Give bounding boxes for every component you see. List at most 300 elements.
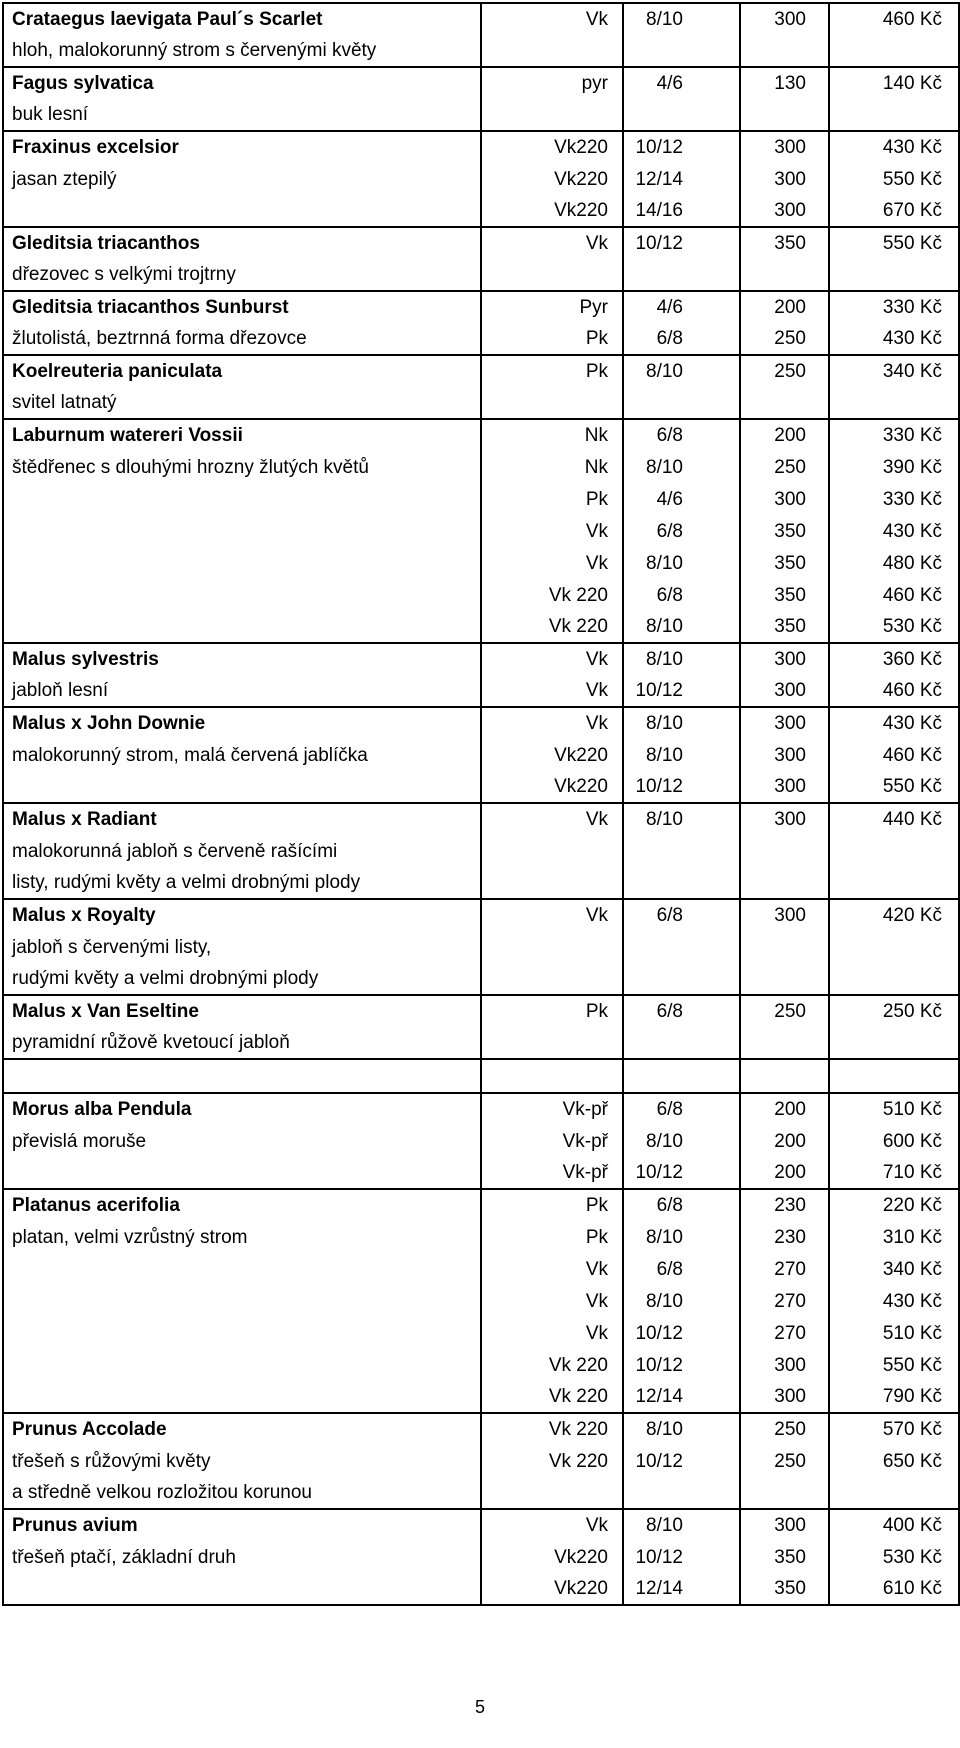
size-cell: 8/10 (623, 1285, 740, 1317)
height-cell: 300 (740, 483, 829, 515)
plant-name-cell: třešeň ptačí, základní druh (3, 1541, 481, 1573)
height-cell: 300 (740, 1349, 829, 1381)
table-row (3, 355, 959, 387)
height-cell: 300 (740, 707, 829, 739)
form-cell: Vk (481, 1285, 623, 1317)
height-cell: 200 (740, 1157, 829, 1189)
form-cell: Vk-př (481, 1125, 623, 1157)
table-row (3, 1477, 959, 1509)
table-body (3, 3, 959, 1605)
height-cell: 300 (740, 1509, 829, 1541)
plant-name-cell: Malus x John Downie (3, 707, 481, 739)
form-cell: Vk-př (481, 1093, 623, 1125)
size-cell: 6/8 (623, 899, 740, 931)
height-cell (740, 1477, 829, 1509)
form-cell: Vk-př (481, 1157, 623, 1189)
table-row (3, 1573, 959, 1605)
table-row (3, 1285, 959, 1317)
form-cell: Vk (481, 1509, 623, 1541)
height-cell (740, 99, 829, 131)
table-row (3, 483, 959, 515)
form-cell: Vk (481, 515, 623, 547)
table-row (3, 803, 959, 835)
plant-name-cell: Crataegus laevigata Paul´s Scarlet (3, 3, 481, 35)
form-cell: Vk220 (481, 163, 623, 195)
price-cell (829, 35, 959, 67)
form-cell: Vk (481, 547, 623, 579)
size-cell: 8/10 (623, 1221, 740, 1253)
form-cell: Pk (481, 483, 623, 515)
size-cell: 10/12 (623, 131, 740, 163)
height-cell (740, 931, 829, 963)
plant-name-cell: dřezovec s velkými trojtrny (3, 259, 481, 291)
table-row (3, 1349, 959, 1381)
table-row (3, 515, 959, 547)
table-row (3, 1413, 959, 1445)
plant-name-cell: jabloň s červenými listy, (3, 931, 481, 963)
plant-name-cell (3, 1317, 481, 1349)
plant-name-cell: platan, velmi vzrůstný strom (3, 1221, 481, 1253)
size-cell: 8/10 (623, 739, 740, 771)
plant-name-cell (3, 483, 481, 515)
price-cell: 670 Kč (829, 195, 959, 227)
plant-name-cell: Koelreuteria paniculata (3, 355, 481, 387)
size-cell: 8/10 (623, 547, 740, 579)
height-cell (740, 835, 829, 867)
height-cell: 200 (740, 1093, 829, 1125)
price-cell (829, 99, 959, 131)
plant-name-cell: buk lesní (3, 99, 481, 131)
table-row (3, 227, 959, 259)
height-cell: 300 (740, 771, 829, 803)
form-cell: Pk (481, 323, 623, 355)
table-row (3, 1317, 959, 1349)
table-row (3, 611, 959, 643)
form-cell: Vk 220 (481, 1381, 623, 1413)
size-cell: 12/14 (623, 1381, 740, 1413)
height-cell (740, 963, 829, 995)
form-cell: Vk (481, 675, 623, 707)
table-row (3, 995, 959, 1027)
table-row (3, 419, 959, 451)
form-cell (481, 963, 623, 995)
plant-name-cell: hloh, malokorunný strom s červenými květy (3, 35, 481, 67)
price-cell (829, 867, 959, 899)
height-cell: 350 (740, 547, 829, 579)
size-cell: 8/10 (623, 3, 740, 35)
plant-name-cell: jasan ztepilý (3, 163, 481, 195)
form-cell: Vk 220 (481, 579, 623, 611)
plant-name-cell: listy, rudými květy a velmi drobnými plody (3, 867, 481, 899)
price-cell: 510 Kč (829, 1093, 959, 1125)
size-cell: 12/14 (623, 163, 740, 195)
size-cell: 10/12 (623, 771, 740, 803)
plant-name-cell: pyramidní růžově kvetoucí jabloň (3, 1027, 481, 1059)
table-row (3, 1541, 959, 1573)
table-row (3, 1509, 959, 1541)
price-cell: 330 Kč (829, 291, 959, 323)
price-cell: 430 Kč (829, 707, 959, 739)
plant-name-cell (3, 1157, 481, 1189)
height-cell: 350 (740, 611, 829, 643)
plant-name-cell: štědřenec s dlouhými hrozny žlutých květů (3, 451, 481, 483)
price-cell: 650 Kč (829, 1445, 959, 1477)
form-cell: Vk220 (481, 1541, 623, 1573)
price-cell: 460 Kč (829, 3, 959, 35)
form-cell: Pk (481, 995, 623, 1027)
plant-name-cell (3, 1285, 481, 1317)
height-cell: 350 (740, 1541, 829, 1573)
price-cell: 430 Kč (829, 1285, 959, 1317)
price-cell: 530 Kč (829, 611, 959, 643)
price-cell: 250 Kč (829, 995, 959, 1027)
price-cell: 550 Kč (829, 771, 959, 803)
size-cell (623, 259, 740, 291)
size-cell: 8/10 (623, 451, 740, 483)
form-cell (481, 1059, 623, 1093)
height-cell: 350 (740, 579, 829, 611)
form-cell: Vk 220 (481, 611, 623, 643)
price-cell: 710 Kč (829, 1157, 959, 1189)
price-cell (829, 835, 959, 867)
size-cell: 6/8 (623, 1189, 740, 1221)
table-row (3, 771, 959, 803)
price-cell: 330 Kč (829, 483, 959, 515)
price-cell: 420 Kč (829, 899, 959, 931)
height-cell: 350 (740, 515, 829, 547)
size-cell: 8/10 (623, 643, 740, 675)
table-row (3, 1221, 959, 1253)
form-cell (481, 35, 623, 67)
height-cell: 300 (740, 163, 829, 195)
height-cell: 300 (740, 1381, 829, 1413)
table-row (3, 867, 959, 899)
height-cell: 300 (740, 739, 829, 771)
height-cell: 250 (740, 323, 829, 355)
size-cell: 10/12 (623, 1317, 740, 1349)
size-cell: 14/16 (623, 195, 740, 227)
size-cell: 6/8 (623, 579, 740, 611)
height-cell: 250 (740, 355, 829, 387)
table-row (3, 3, 959, 35)
plant-name-cell (3, 1573, 481, 1605)
plant-name-cell (3, 515, 481, 547)
plant-name-cell: třešeň s růžovými květy (3, 1445, 481, 1477)
form-cell: Pk (481, 1189, 623, 1221)
form-cell: Vk (481, 1317, 623, 1349)
table-row (3, 1093, 959, 1125)
height-cell: 300 (740, 131, 829, 163)
height-cell: 230 (740, 1221, 829, 1253)
plant-name-cell: Malus x Radiant (3, 803, 481, 835)
form-cell: Vk 220 (481, 1413, 623, 1445)
height-cell: 130 (740, 67, 829, 99)
height-cell: 250 (740, 1413, 829, 1445)
size-cell (623, 99, 740, 131)
plant-name-cell (3, 1381, 481, 1413)
plant-name-cell: malokorunný strom, malá červená jablíčka (3, 739, 481, 771)
form-cell: Vk 220 (481, 1445, 623, 1477)
plant-name-cell: Prunus avium (3, 1509, 481, 1541)
size-cell: 10/12 (623, 1349, 740, 1381)
plant-name-cell (3, 1059, 481, 1093)
price-table (2, 2, 960, 1606)
table-row (3, 259, 959, 291)
form-cell (481, 1027, 623, 1059)
table-row (3, 931, 959, 963)
price-cell: 570 Kč (829, 1413, 959, 1445)
form-cell: Vk220 (481, 1573, 623, 1605)
price-cell: 550 Kč (829, 1349, 959, 1381)
size-cell (623, 387, 740, 419)
plant-name-cell (3, 611, 481, 643)
table-row (3, 291, 959, 323)
height-cell: 270 (740, 1253, 829, 1285)
size-cell: 10/12 (623, 227, 740, 259)
size-cell: 6/8 (623, 323, 740, 355)
price-cell: 550 Kč (829, 163, 959, 195)
table-row (3, 451, 959, 483)
form-cell: Vk (481, 643, 623, 675)
height-cell: 250 (740, 1445, 829, 1477)
table-row (3, 35, 959, 67)
price-cell: 310 Kč (829, 1221, 959, 1253)
table-row (3, 1381, 959, 1413)
size-cell (623, 867, 740, 899)
size-cell (623, 1477, 740, 1509)
size-cell: 8/10 (623, 1413, 740, 1445)
price-cell: 340 Kč (829, 355, 959, 387)
form-cell: Pk (481, 355, 623, 387)
size-cell: 6/8 (623, 995, 740, 1027)
height-cell (740, 35, 829, 67)
size-cell: 8/10 (623, 611, 740, 643)
price-cell: 220 Kč (829, 1189, 959, 1221)
price-cell: 330 Kč (829, 419, 959, 451)
price-cell (829, 1059, 959, 1093)
height-cell: 350 (740, 227, 829, 259)
table-row (3, 643, 959, 675)
height-cell (740, 1027, 829, 1059)
price-cell: 340 Kč (829, 1253, 959, 1285)
height-cell: 350 (740, 1573, 829, 1605)
height-cell (740, 1059, 829, 1093)
form-cell (481, 867, 623, 899)
price-cell: 600 Kč (829, 1125, 959, 1157)
price-cell: 530 Kč (829, 1541, 959, 1573)
price-cell (829, 259, 959, 291)
plant-name-cell: rudými květy a velmi drobnými plody (3, 963, 481, 995)
form-cell: Vk220 (481, 771, 623, 803)
plant-name-cell (3, 1253, 481, 1285)
price-cell (829, 963, 959, 995)
plant-name-cell: žlutolistá, beztrnná forma dřezovce (3, 323, 481, 355)
price-cell: 360 Kč (829, 643, 959, 675)
plant-name-cell: Malus x Van Eseltine (3, 995, 481, 1027)
plant-name-cell (3, 547, 481, 579)
price-cell: 790 Kč (829, 1381, 959, 1413)
size-cell (623, 931, 740, 963)
plant-name-cell: Malus x Royalty (3, 899, 481, 931)
price-cell: 550 Kč (829, 227, 959, 259)
height-cell: 300 (740, 899, 829, 931)
form-cell (481, 931, 623, 963)
price-cell (829, 931, 959, 963)
plant-name-cell: malokorunná jabloň s červeně rašícími (3, 835, 481, 867)
height-cell: 200 (740, 291, 829, 323)
table-row (3, 1125, 959, 1157)
height-cell: 200 (740, 419, 829, 451)
size-cell: 6/8 (623, 1253, 740, 1285)
table-row (3, 99, 959, 131)
table-row (3, 707, 959, 739)
form-cell: Vk (481, 707, 623, 739)
price-cell: 430 Kč (829, 323, 959, 355)
form-cell (481, 387, 623, 419)
form-cell: Pyr (481, 291, 623, 323)
size-cell: 6/8 (623, 515, 740, 547)
form-cell (481, 259, 623, 291)
size-cell (623, 1027, 740, 1059)
price-cell: 390 Kč (829, 451, 959, 483)
table-row (3, 1157, 959, 1189)
table-row (3, 1059, 959, 1093)
price-cell: 610 Kč (829, 1573, 959, 1605)
table-row (3, 67, 959, 99)
height-cell: 300 (740, 675, 829, 707)
plant-name-cell: svitel latnatý (3, 387, 481, 419)
table-row (3, 131, 959, 163)
size-cell (623, 835, 740, 867)
form-cell: Vk220 (481, 131, 623, 163)
table-row (3, 1189, 959, 1221)
price-cell: 440 Kč (829, 803, 959, 835)
price-cell: 430 Kč (829, 515, 959, 547)
height-cell: 270 (740, 1317, 829, 1349)
height-cell: 270 (740, 1285, 829, 1317)
table-row (3, 1027, 959, 1059)
size-cell: 4/6 (623, 483, 740, 515)
price-cell: 460 Kč (829, 579, 959, 611)
plant-name-cell: jabloň lesní (3, 675, 481, 707)
form-cell: Vk 220 (481, 1349, 623, 1381)
page-number: 5 (474, 1697, 485, 1717)
height-cell: 200 (740, 1125, 829, 1157)
size-cell: 10/12 (623, 1445, 740, 1477)
form-cell: Vk (481, 803, 623, 835)
form-cell: pyr (481, 67, 623, 99)
price-cell: 480 Kč (829, 547, 959, 579)
size-cell: 10/12 (623, 1157, 740, 1189)
form-cell: Nk (481, 451, 623, 483)
size-cell: 8/10 (623, 1125, 740, 1157)
table-row (3, 1445, 959, 1477)
size-cell: 6/8 (623, 1093, 740, 1125)
form-cell: Nk (481, 419, 623, 451)
price-cell: 460 Kč (829, 675, 959, 707)
height-cell (740, 387, 829, 419)
height-cell: 250 (740, 451, 829, 483)
plant-name-cell: Gleditsia triacanthos (3, 227, 481, 259)
form-cell: Vk (481, 899, 623, 931)
table-row (3, 579, 959, 611)
table-row (3, 963, 959, 995)
table-row (3, 387, 959, 419)
form-cell: Vk (481, 1253, 623, 1285)
height-cell (740, 259, 829, 291)
height-cell (740, 867, 829, 899)
table-row (3, 675, 959, 707)
price-cell: 430 Kč (829, 131, 959, 163)
table-row (3, 195, 959, 227)
plant-name-cell: Fagus sylvatica (3, 67, 481, 99)
price-cell (829, 1027, 959, 1059)
height-cell: 250 (740, 995, 829, 1027)
size-cell: 10/12 (623, 1541, 740, 1573)
price-cell (829, 1477, 959, 1509)
size-cell: 4/6 (623, 291, 740, 323)
plant-name-cell: Morus alba Pendula (3, 1093, 481, 1125)
size-cell: 8/10 (623, 1509, 740, 1541)
table-row (3, 547, 959, 579)
plant-name-cell: Platanus acerifolia (3, 1189, 481, 1221)
form-cell: Vk220 (481, 739, 623, 771)
form-cell (481, 99, 623, 131)
table-row (3, 739, 959, 771)
plant-name-cell (3, 1349, 481, 1381)
plant-name-cell (3, 579, 481, 611)
form-cell: Vk (481, 227, 623, 259)
plant-name-cell: Prunus Accolade (3, 1413, 481, 1445)
size-cell (623, 1059, 740, 1093)
form-cell: Pk (481, 1221, 623, 1253)
height-cell: 230 (740, 1189, 829, 1221)
size-cell: 6/8 (623, 419, 740, 451)
height-cell: 300 (740, 803, 829, 835)
height-cell: 300 (740, 3, 829, 35)
price-cell: 460 Kč (829, 739, 959, 771)
table-row (3, 163, 959, 195)
plant-name-cell (3, 771, 481, 803)
table-row (3, 835, 959, 867)
plant-name-cell: Laburnum watereri Vossii (3, 419, 481, 451)
height-cell: 300 (740, 643, 829, 675)
size-cell: 8/10 (623, 707, 740, 739)
form-cell: Vk (481, 3, 623, 35)
table-row (3, 899, 959, 931)
height-cell: 300 (740, 195, 829, 227)
price-cell: 400 Kč (829, 1509, 959, 1541)
size-cell (623, 35, 740, 67)
table-row (3, 323, 959, 355)
price-cell (829, 387, 959, 419)
plant-name-cell: Gleditsia triacanthos Sunburst (3, 291, 481, 323)
plant-name-cell: převislá moruše (3, 1125, 481, 1157)
size-cell (623, 963, 740, 995)
plant-name-cell: Fraxinus excelsior (3, 131, 481, 163)
size-cell: 10/12 (623, 675, 740, 707)
plant-name-cell (3, 195, 481, 227)
plant-name-cell: a středně velkou rozložitou korunou (3, 1477, 481, 1509)
price-cell: 510 Kč (829, 1317, 959, 1349)
size-cell: 4/6 (623, 67, 740, 99)
table-row (3, 1253, 959, 1285)
form-cell (481, 835, 623, 867)
form-cell (481, 1477, 623, 1509)
size-cell: 8/10 (623, 803, 740, 835)
plant-name-cell: Malus sylvestris (3, 643, 481, 675)
price-cell: 140 Kč (829, 67, 959, 99)
